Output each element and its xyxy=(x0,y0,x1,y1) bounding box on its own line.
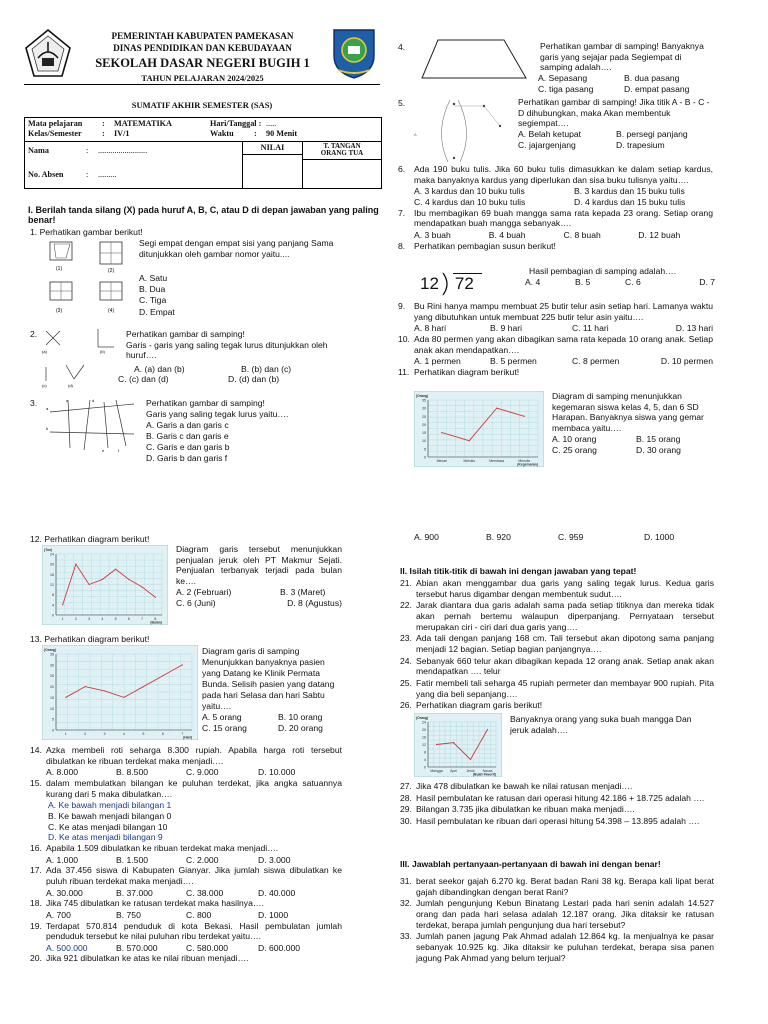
header-line2: DINAS PENDIDIKAN DAN KEBUDAYAAN xyxy=(113,43,292,54)
header-line1: PEMERINTAH KABUPATEN PAMEKASAN xyxy=(111,31,294,41)
essay2b-0: 27. Jika 478 dibulatkan ke bawah ke nilai ratusan menjadi…. xyxy=(400,781,633,791)
q5-points-icon xyxy=(412,96,514,166)
svg-text:f: f xyxy=(118,448,120,453)
q12-opt-b[interactable]: B. 3 (Maret) xyxy=(280,586,326,597)
q11-xtick-0: Menari xyxy=(436,459,447,463)
q8-opt-d[interactable]: D. 7 xyxy=(699,276,715,287)
waktu-value: 90 Menit xyxy=(266,129,298,138)
essay3-1: 32. Jumlah pengunjung Kebun Binatang Lestari pada hari senin adalah 14.527 orang dan pada hari selasa adalah 12.187 orang. Jika ditaksir ke ratusan terdekat, berapa jumlah pengunjung dua hari tersebut? xyxy=(400,898,714,930)
q8-long-division xyxy=(420,272,482,296)
q13-opt-c[interactable]: C. 15 orang xyxy=(202,723,247,733)
kelas-value: IV/1 xyxy=(114,129,130,138)
q13-ytick-15: 15 xyxy=(50,695,54,700)
essay2-4: 25. Fatir membeli tali seharga 45 rupiah permeter dan membayar 900 rupiah. Pita yang dia beli sepanjang…. xyxy=(400,677,714,699)
q13-ytick-20: 20 xyxy=(50,685,54,690)
identity-table: Mata pelajaran : MATEMATIKA Hari/Tanggal : ..... Kelas/Semester : IV/1 Waktu : 90 Menit Nama : ........................ No. Absen : ......... NILAI T. TANGAN ORANG TUA xyxy=(24,117,382,189)
q6-opt-a[interactable]: A. 3 kardus dan 10 buku tulis xyxy=(414,186,525,197)
q14-opt-c[interactable]: C. 9.000 xyxy=(186,767,219,778)
q11: 11. Perhatikan diagram berikut! xyxy=(398,366,520,377)
essay3-2: 33. Jumlah panen jagung Pak Ahmad adalah 12.864 kg. Ia menjualnya ke pasar sebanyak 10.925 kg. Jika ditaksir ke puluhan terdekat, berapa sisa panen jagung Pak Ahmad yang belum terjual? xyxy=(400,931,714,963)
q6: 6. Ada 190 buku tulis. Jika 60 buku tulis dimasukkan ke dalam setiap kardus, maka banyaknya kardus yang diperlukan dan sisa buku tulisnya yaitu…. xyxy=(398,164,713,185)
q13-xtick-4: 5 xyxy=(142,732,145,736)
q5-opt-a[interactable]: A. Belah ketupat xyxy=(518,129,582,140)
q18: 18. Jika 745 dibulatkan ke ratusan terdekat maka hasilnya…. xyxy=(30,898,264,909)
q11-ytick-20: 20 xyxy=(422,422,426,427)
q12-opt-a[interactable]: A. 2 (Februari) xyxy=(176,586,232,597)
q26-point-3 xyxy=(487,729,488,730)
q13-ytick-30: 30 xyxy=(50,663,54,668)
q9: 9. Bu Rini hanya mampu membuat 25 butir telur asin setiap hari. Lamanya waktu yang dibutuhkan untuk membuat 225 butir telur asin yaitu…. xyxy=(398,301,713,322)
q6-opt-c[interactable]: C. 4 kardus dan 10 buku tulis xyxy=(414,196,526,207)
q15-opt-c[interactable]: C. Ke atas menjadi bilangan 10 xyxy=(48,821,168,832)
svg-text:d: d xyxy=(92,398,95,403)
q12-xtick-7: 8 xyxy=(154,617,157,621)
q9-opt-a[interactable]: A. 8 hari xyxy=(414,323,447,334)
q1-opt-a[interactable]: A. Satu xyxy=(139,273,168,283)
q5-block xyxy=(518,97,714,151)
q16-opt-c[interactable]: C. 2.000 xyxy=(186,854,219,865)
q12-ytick-16: 16 xyxy=(50,572,54,577)
q13-opt-b[interactable]: B. 10 orang xyxy=(278,712,323,722)
section1-title: I. Berilah tanda silang (X) pada huruf A, B, C, atau D di depan jawaban yang paling benar! xyxy=(28,205,379,226)
q10-opt-c[interactable]: C. 8 permen xyxy=(572,356,620,367)
q11-ytick-35: 35 xyxy=(422,398,426,403)
q13-point-1 xyxy=(85,686,86,687)
q14-20-block xyxy=(30,745,342,965)
svg-text:b: b xyxy=(46,426,49,431)
q10-opt-b[interactable]: B. 5 permen xyxy=(490,356,537,367)
q26-xtick-3: Nanas xyxy=(482,769,493,773)
waktu-label: Waktu xyxy=(210,129,234,138)
q11-line-chart xyxy=(414,391,544,467)
q11-desc: Diagram di samping menunjukkan kegemaran siswa kelas 4, 5, dan 6 SD Harapan. Banyaknya siswa yang gemar membaca yaitu…. xyxy=(552,391,704,434)
svg-text:(2): (2) xyxy=(108,268,115,274)
q12-ytick-0: 0 xyxy=(52,613,54,618)
q13-head: 13. Perhatikan diagram berikut! xyxy=(30,634,150,644)
q13-point-2 xyxy=(104,690,105,691)
q12-opt-c[interactable]: C. 6 (Juni) xyxy=(176,597,216,608)
q26-point-1 xyxy=(453,742,454,743)
absen-label: No. Absen xyxy=(28,170,64,179)
q8: 8. Perhatikan pembagian susun berikut! xyxy=(398,240,556,251)
q4-trapezoid-icon xyxy=(418,38,530,82)
q4-no: 4. xyxy=(398,42,406,52)
q15-opt-b[interactable]: B. Ke bawah menjadi bilangan 0 xyxy=(48,810,172,821)
q13-ytick-35: 35 xyxy=(50,652,54,657)
q12-opt-d[interactable]: D. 8 (Agustus) xyxy=(287,597,342,608)
q26-ytick-12: 12 xyxy=(422,743,426,747)
essay2-0: 21. Abian akan menggambar dua garis yang saling tegak lurus. Kedua garis tersebut harus digambar dengan membentuk sudut…. xyxy=(400,578,714,599)
q3-opt-a[interactable]: A. Garis a dan garis c xyxy=(146,420,229,430)
q12-point-0 xyxy=(62,604,63,605)
q4-opt-b[interactable]: B. dua pasang xyxy=(624,73,680,84)
q16: 16. Apabila 1.509 dibulatkan ke ribuan terdekat maka menjadi…. xyxy=(30,842,279,853)
nama-label: Nama xyxy=(28,146,49,155)
q8-dividend: 72 xyxy=(453,273,482,295)
q12-xtick-3: 4 xyxy=(101,617,104,621)
q3-opt-c[interactable]: C. Garis e dan garis b xyxy=(146,442,230,452)
q26-ytick-24: 24 xyxy=(422,720,426,725)
q8-opt-b[interactable]: B. 5 xyxy=(575,276,591,287)
q12-point-5 xyxy=(128,579,129,580)
q4-text: Perhatikan gambar di samping! Banyaknya garis yang sejajar pada Segiempat di samping adalah…. xyxy=(540,41,704,73)
q12-xlabel: (Bulan) xyxy=(150,620,162,625)
q7-opt-d[interactable]: D. 12 buah xyxy=(638,229,681,240)
essay2b-1: 28. Hasil pembulatan ke ratusan dari operasi hitung 42.186 + 18.725 adalah …. xyxy=(400,792,705,803)
q11-side xyxy=(552,391,716,455)
ttd-box[interactable] xyxy=(303,160,381,188)
q7-opt-c[interactable]: C. 8 buah xyxy=(563,229,601,240)
q3-opt-d[interactable]: D. Garis b dan garis f xyxy=(146,453,228,463)
q14: 14. Azka membeli roti seharga 8.300 rupiah. Apabila harga roti tersebut dibulatkan ke ribuan terdekat maka menjadi…. xyxy=(30,745,342,766)
q13-xtick-0: 1 xyxy=(64,732,67,736)
sd-bugih-logo-icon xyxy=(328,26,380,80)
q11-opt-d[interactable]: D. 30 orang xyxy=(636,444,681,455)
q10: 10. Ada 80 permen yang akan dibagikan sama rata kepada 10 orang anak. Setiap anak akan mendapatkan…. xyxy=(398,333,713,355)
svg-text:(4): (4) xyxy=(108,308,115,314)
q8-opt-a[interactable]: A. 4 xyxy=(525,276,541,287)
q3-block xyxy=(146,398,366,464)
q12-point-1 xyxy=(75,564,76,565)
q18-opt-a[interactable]: A. 700 xyxy=(46,909,71,920)
q12-ytick-4: 4 xyxy=(52,603,54,608)
q20-options xyxy=(414,532,704,542)
q9-opt-b[interactable]: B. 9 hari xyxy=(490,323,523,334)
q8-divisor: 12 xyxy=(420,273,439,293)
q11-ylabel: (Orang) xyxy=(416,394,429,398)
q13-ylabel: (Orang) xyxy=(44,648,57,652)
hari-label: Hari/Tanggal : xyxy=(210,119,262,128)
q12-ytick-8: 8 xyxy=(52,593,54,598)
q11-opt-a[interactable]: A. 10 orang xyxy=(552,433,597,444)
q17-opt-c[interactable]: C. 38.000 xyxy=(186,887,224,898)
q11-point-0 xyxy=(441,432,442,433)
kelas-label: Kelas/Semester xyxy=(28,129,82,138)
q7-opt-b[interactable]: B. 4 buah xyxy=(488,229,526,240)
header-divider xyxy=(24,84,380,85)
q13-point-3 xyxy=(123,697,124,698)
q14-opt-d[interactable]: D. 10.000 xyxy=(258,767,296,778)
essay2-5: 26. Perhatikan diagram garis berikut! xyxy=(400,700,543,711)
q1-opt-c[interactable]: C. Tiga xyxy=(139,295,167,306)
q14-opt-b[interactable]: B. 8.500 xyxy=(116,767,149,778)
q1-shapes-icon xyxy=(42,238,132,316)
q20-opt-c[interactable]: C. 959 xyxy=(558,532,584,542)
section2b-list xyxy=(400,781,714,828)
pamekasan-logo-icon xyxy=(22,28,74,80)
q11-ytick-5: 5 xyxy=(424,447,426,452)
q4-opt-c[interactable]: C. tiga pasang xyxy=(538,83,594,94)
q13-xtick-5: 6 xyxy=(161,732,164,736)
q1: 1. Perhatikan gambar berikut! xyxy=(30,227,143,237)
q2-text: Perhatikan gambar di samping! Garis - garis yang saling tegak lurus ditunjukkan oleh huruf…. xyxy=(126,329,346,361)
q12-xtick-0: 1 xyxy=(61,617,64,621)
q3-text: Perhatikan gambar di samping! xyxy=(146,398,265,408)
q5-opt-c[interactable]: C. jajargenjang xyxy=(518,139,576,150)
essay2-3: 24. Sebanyak 660 telur akan dibagikan kepada 12 orang anak. Setiap anak akan mendapatkan …. telur xyxy=(400,655,714,677)
mapel-value: MATEMATIKA xyxy=(114,119,172,128)
q11-ytick-0: 0 xyxy=(424,455,426,460)
q11-point-2 xyxy=(496,408,497,409)
section2-title: II. Isilah titik-titik di bawah ini dengan jawaban yang tepat! xyxy=(400,566,637,576)
q11-xtick-1: Melukis xyxy=(463,459,475,463)
q26-xtick-1: Apel xyxy=(450,769,457,773)
q12-xtick-1: 2 xyxy=(74,617,77,621)
q2-opt-b[interactable]: B. (b) dan (c) xyxy=(241,364,292,374)
q13-bg xyxy=(42,645,198,740)
hari-value[interactable]: ..... xyxy=(266,119,277,128)
q20: 20. Jika 921 dibulatkan ke atas ke nilai ribuan menjadi…. xyxy=(30,953,249,964)
q19: 19. Terdapat 570.814 penduduk di kota Bekasi. Hasil pembulatan jumlah penduduk tersebut ke nilai puluhan ribu terdekat yaitu…. xyxy=(30,920,342,942)
q15: 15. dalam membulatkan bilangan ke puluhan terdekat, jika angka satuannya kurang dari 5 maka dibulatkan…. xyxy=(30,777,342,799)
q2-no: 2. xyxy=(30,329,38,339)
q26-xtick-0: Mangga xyxy=(430,769,443,773)
essay2b-3: 30. Hasil pembulatan ke ribuan dari operasi hitung 54.398 – 13.895 adalah …. xyxy=(400,815,700,826)
q16-opt-b[interactable]: B. 1.500 xyxy=(116,854,149,865)
q3-opt-b[interactable]: B. Garis c dan garis e xyxy=(146,431,229,441)
section3-title: III. Jawablah pertanyaan-pertanyaan di bawah ini dengan benar! xyxy=(400,859,661,869)
q1-opt-b[interactable]: B. Dua xyxy=(139,284,166,295)
absen-field[interactable]: ......... xyxy=(98,170,117,179)
svg-text:(a): (a) xyxy=(42,349,47,354)
q26-ytick-0: 0 xyxy=(424,765,426,770)
q12-line-chart xyxy=(42,545,168,625)
svg-text:e: e xyxy=(102,448,105,453)
q11-ytick-10: 10 xyxy=(422,439,426,444)
q8-opt-c[interactable]: C. 6 xyxy=(625,276,641,287)
nilai-box[interactable] xyxy=(243,155,302,185)
essay3-0: 31. berat seekor gajah 6.270 kg. Berat badan Rani 38 kg. Berapa kali lipat berat gajah dibandingkan dengan berat Rani? xyxy=(400,876,714,897)
q19-opt-d[interactable]: D. 600.000 xyxy=(258,942,301,953)
q2-opt-a[interactable]: A. (a) dan (b) xyxy=(134,364,185,374)
q12-xtick-4: 5 xyxy=(114,617,117,621)
q11-ytick-15: 15 xyxy=(422,431,426,436)
q2-opt-d[interactable]: D. (d) dan (b) xyxy=(228,374,280,385)
q4-block xyxy=(538,41,710,95)
q11-point-3 xyxy=(524,416,525,417)
q3-desc: Garis yang saling tegak lurus yaitu…. xyxy=(146,409,289,419)
q19-opt-a[interactable]: A. 500.000 xyxy=(46,942,88,953)
q12-point-2 xyxy=(89,584,90,585)
q11-xlabel: (Kegemaran) xyxy=(517,462,538,467)
q13-ytick-5: 5 xyxy=(52,717,54,722)
q12-side xyxy=(176,544,342,608)
q11-ytick-30: 30 xyxy=(422,406,426,411)
q19-opt-b[interactable]: B. 570.000 xyxy=(116,942,158,953)
q4-opt-a[interactable]: A. Sepasang xyxy=(538,73,588,84)
q13-xtick-1: 2 xyxy=(84,732,87,736)
q13-point-0 xyxy=(65,697,66,698)
q26-xlabel: (Buah Favorit) xyxy=(473,772,496,777)
q13-ytick-25: 25 xyxy=(50,674,54,679)
q2-desc: Garis - garis yang saling tegak lurus ditunjukkan oleh huruf…. xyxy=(126,339,328,361)
q11-opt-c[interactable]: C. 25 orang xyxy=(552,444,597,455)
q11-point-1 xyxy=(469,440,470,441)
q26-ytick-16: 16 xyxy=(422,735,426,740)
q7: 7. Ibu membagikan 69 buah mangga sama rata kepada 23 orang. Setiap orang mendapatkan buah mangga sebanyak…. xyxy=(398,207,713,229)
q13-ytick-10: 10 xyxy=(50,706,54,711)
nilai-label: NILAI xyxy=(243,142,302,155)
essay2b-2: 29. Bilangan 3.735 jika dibulatkan ke ribuan maka menjadi…. xyxy=(400,804,635,815)
q26-desc: Banyaknya orang yang suka buah mangga Dan jeruk adalah…. xyxy=(510,714,692,736)
q12-point-3 xyxy=(102,579,103,580)
q3-no: 3. xyxy=(30,398,38,408)
q12-xtick-6: 7 xyxy=(141,617,144,621)
q20-opt-a[interactable]: A. 900 xyxy=(414,532,439,542)
q26-bg xyxy=(414,713,502,777)
q12-ytick-12: 12 xyxy=(50,583,54,587)
section2-list xyxy=(400,578,714,712)
q11-opt-b[interactable]: B. 15 orang xyxy=(636,433,681,444)
q6-opt-b[interactable]: B. 3 kardus dan 15 buku tulis xyxy=(574,186,685,197)
q13-side xyxy=(202,646,344,734)
q14-opt-a[interactable]: A. 8.000 xyxy=(46,767,79,778)
q20-opt-d[interactable]: D. 1000 xyxy=(644,532,675,542)
q26-ytick-4: 4 xyxy=(424,758,426,762)
q13-xtick-6: 7 xyxy=(181,732,184,736)
svg-text:(d): (d) xyxy=(68,383,73,388)
q5-text: Perhatikan gambar di samping! Jika titik A - B - C - D dihubungkan, maka Akan membentuk segiempat…. xyxy=(518,97,710,129)
q18-opt-c[interactable]: C. 800 xyxy=(186,909,212,920)
q12-head: 12. Perhatikan diagram berikut! xyxy=(30,534,150,544)
header-year: TAHUN PELAJARAN 2024/2025 xyxy=(141,73,264,83)
svg-text:(c): (c) xyxy=(42,383,47,388)
exam-title: SUMATIF AKHIR SEMESTER (SAS) xyxy=(131,100,273,110)
q18-opt-b[interactable]: B. 750 xyxy=(116,909,141,920)
q13-xtick-2: 3 xyxy=(103,732,106,736)
q12-xtick-5: 6 xyxy=(127,617,130,621)
q6-opt-d[interactable]: D. 4 kardus dan 15 buku tulis xyxy=(574,196,686,207)
q12-xtick-2: 3 xyxy=(88,617,91,621)
essay2-2: 23. Ada tali dengan panjang 168 cm. Tali tersebut akan dipotong sama panjang menjadi 12 bagian. Setiap bagian panjangnya…. xyxy=(400,633,714,654)
q8-desc: Hasil pembagian di samping adalah…. xyxy=(529,266,677,276)
svg-text:(3): (3) xyxy=(56,308,63,314)
q17-opt-d[interactable]: D. 40.000 xyxy=(258,887,296,898)
q13-opt-d[interactable]: D. 20 orang xyxy=(278,723,323,733)
q13-point-6 xyxy=(182,664,183,665)
q12-ylabel: (Ton) xyxy=(44,548,53,552)
q9-opt-c[interactable]: C. 11 hari xyxy=(572,323,609,334)
q5-opt-d[interactable]: D. trapesium xyxy=(616,139,665,150)
q12-ytick-20: 20 xyxy=(50,562,54,567)
q17-opt-b[interactable]: B. 37.000 xyxy=(116,887,153,898)
q13-opt-a[interactable]: A. 5 orang xyxy=(202,712,242,722)
q26-xtick-2: Jeruk xyxy=(466,769,475,773)
q10-opt-a[interactable]: A. 1 permen xyxy=(414,356,461,367)
q26-ytick-20: 20 xyxy=(422,728,426,732)
q12-point-6 xyxy=(142,586,143,587)
q17-opt-a[interactable]: A. 30.000 xyxy=(46,887,83,898)
svg-text:(b): (b) xyxy=(100,349,105,354)
q12-ytick-24: 24 xyxy=(50,552,54,557)
q10-opt-d[interactable]: D. 10 permen xyxy=(660,356,713,367)
q1-options xyxy=(139,273,219,318)
q11-ytick-25: 25 xyxy=(422,414,426,419)
q15-opt-d[interactable]: D. Ke atas menjadi bilangan 9 xyxy=(48,832,163,843)
q17: 17. Ada 37.456 siswa di Kabupaten Gianyar. Jika jumlah siswa dibulatkan ke puluh ribuan terdekat maka menjadi…. xyxy=(30,865,342,886)
q4-opt-d[interactable]: D. empat pasang xyxy=(624,83,690,94)
svg-text:A: A xyxy=(414,132,417,137)
q5-opt-b[interactable]: B. persegi panjang xyxy=(616,129,688,140)
q12-point-7 xyxy=(155,597,156,598)
essay2-1: 22. Jarak diantara dua garis adalah sama pada setiap titiknya dan mereka tidak akan pernah bertemu walaupun diperpanjang. Pernyataan tersebut merupakan ciri - ciri dari dua garis yang…. xyxy=(400,600,714,632)
q9-opt-d[interactable]: D. 13 hari xyxy=(675,323,713,334)
q26-ylabel: (Orang) xyxy=(416,716,429,720)
q3-lines-icon xyxy=(46,398,138,454)
q13-xlabel: (Hari) xyxy=(183,735,192,740)
header-line3: SEKOLAH DASAR NEGERI BUGIH 1 xyxy=(95,55,310,70)
q11-xtick-2: Membaca xyxy=(489,459,505,463)
svg-text:(1): (1) xyxy=(56,266,63,272)
q19-opt-c[interactable]: C. 580.000 xyxy=(186,942,229,953)
q26-line-chart xyxy=(414,713,502,777)
q26-point-0 xyxy=(436,744,437,745)
mapel-label: Mata pelajaran xyxy=(28,119,83,128)
svg-text:a: a xyxy=(46,406,49,411)
svg-text:c: c xyxy=(66,398,68,403)
q13-desc: Diagram garis di samping Menunjukkan banyaknya pasien yang Datang ke Klinik Permata Bunda. Selisih pasien yang datang pada hari Selasa dan hari Sabtu yaitu…. xyxy=(202,646,335,711)
q13-point-4 xyxy=(143,686,144,687)
q13-ytick-0: 0 xyxy=(52,728,54,733)
q26-ytick-8: 8 xyxy=(424,750,426,755)
q12-desc: Diagram garis tersebut menunjukkan penjualan jeruk oleh PT Makmur Sejati. Penjualan terbanyak terjadi pada bulan ke…. xyxy=(176,544,342,587)
q13-point-5 xyxy=(162,675,163,676)
q9-11-block xyxy=(398,301,713,379)
q6-10-block xyxy=(398,164,713,252)
q16-opt-d[interactable]: D. 3.000 xyxy=(258,854,291,865)
nama-field[interactable]: ........................ xyxy=(98,146,148,155)
q11-xtick-3: Menulis xyxy=(518,459,531,463)
q20-opt-b[interactable]: B. 920 xyxy=(486,532,511,542)
q7-opt-a[interactable]: A. 3 buah xyxy=(414,229,451,240)
q5-no: 5. xyxy=(398,98,406,108)
q18-opt-d[interactable]: D. 1000 xyxy=(258,909,289,920)
q2-options xyxy=(108,364,348,385)
q13-xtick-3: 4 xyxy=(123,732,125,736)
q26-point-2 xyxy=(470,759,471,760)
q8-block xyxy=(525,266,715,287)
q16-opt-a[interactable]: A. 1.000 xyxy=(46,854,79,865)
q12-bg xyxy=(42,545,168,625)
q1-desc: Segi empat dengan empat sisi yang panjang Sama ditunjukkan oleh gambar nomor yaitu.... xyxy=(139,238,334,259)
q2-opt-c[interactable]: C. (c) dan (d) xyxy=(118,374,169,385)
school-header xyxy=(80,30,325,72)
q1-opt-d[interactable]: D. Empat xyxy=(139,306,175,317)
ttd-label: T. TANGAN ORANG TUA xyxy=(303,142,381,160)
q15-opt-a[interactable]: A. Ke bawah menjadi bilangan 1 xyxy=(48,800,172,811)
q13-line-chart xyxy=(42,645,198,740)
section3-list xyxy=(400,876,714,964)
q12-point-4 xyxy=(115,569,116,570)
